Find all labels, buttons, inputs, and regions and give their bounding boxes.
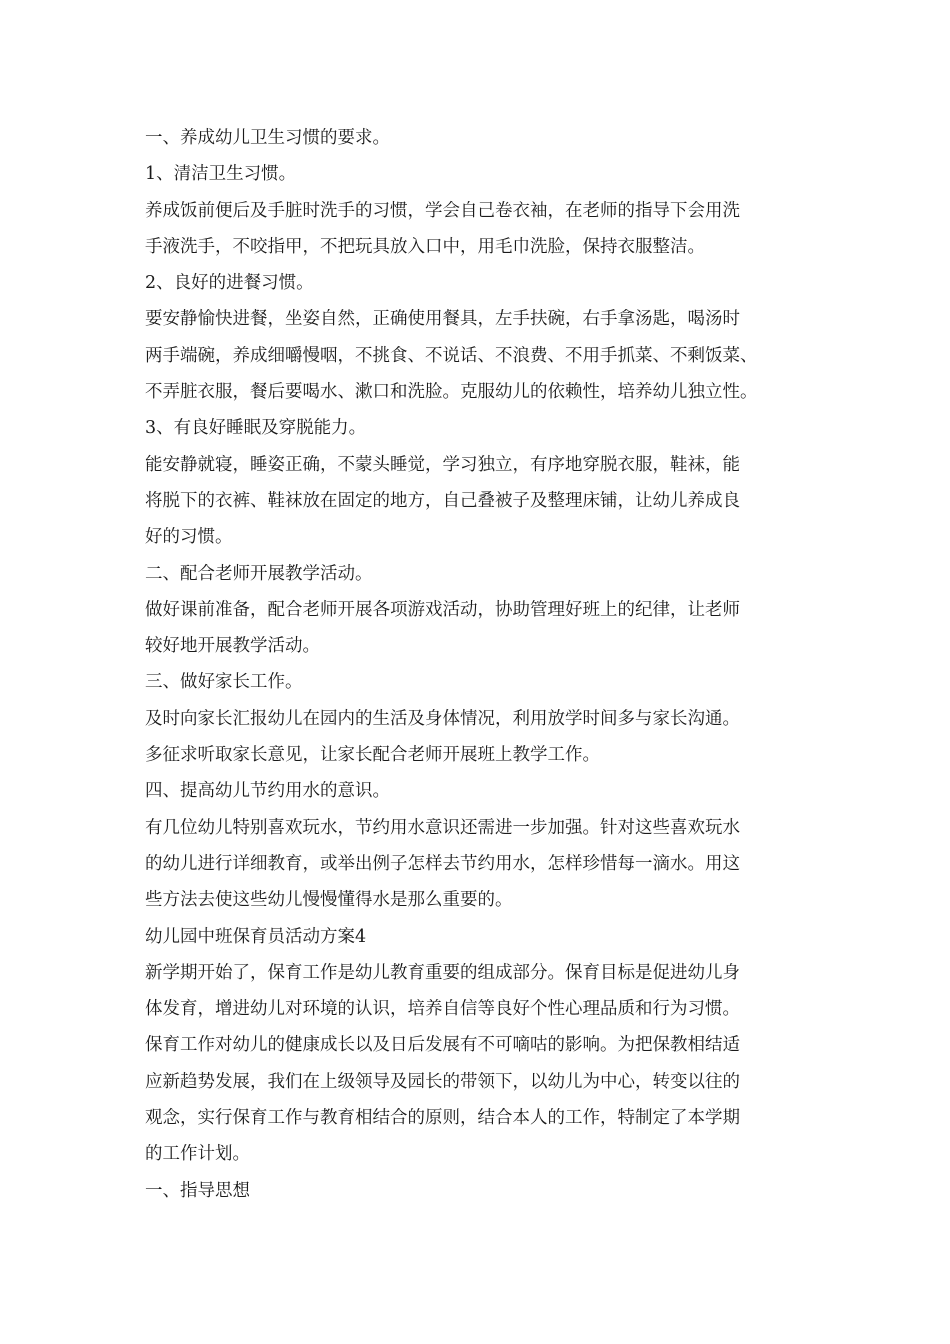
paragraph-line: 做好课前准备，配合老师开展各项游戏活动，协助管理好班上的纪律，让老师 <box>145 599 740 620</box>
section-heading-guiding-ideology: 一、指导思想 <box>145 1180 250 1201</box>
paragraph-line: 养成饭前便后及手脏时洗手的习惯，学会自己卷衣袖，在老师的指导下会用洗 <box>145 200 740 221</box>
section-heading-teaching: 二、配合老师开展教学活动。 <box>145 563 373 584</box>
paragraph-line: 新学期开始了，保育工作是幼儿教育重要的组成部分。保育目标是促进幼儿身 <box>145 962 740 983</box>
paragraph-line: 要安静愉快进餐，坐姿自然，正确使用餐具，左手扶碗，右手拿汤匙，喝汤时 <box>145 309 740 330</box>
paragraph-line: 应新趋势发展，我们在上级领导及园长的带领下，以幼儿为中心，转变以往的 <box>145 1071 740 1092</box>
paragraph-line: 不弄脏衣服，餐后要喝水、漱口和洗脸。克服幼儿的依赖性，培养幼儿独立性。 <box>145 382 758 403</box>
paragraph-line: 的幼儿进行详细教育，或举出例子怎样去节约用水，怎样珍惜每一滴水。用这 <box>145 853 740 874</box>
plan-title: 幼儿园中班保育员活动方案4 <box>145 926 367 947</box>
paragraph-line: 较好地开展教学活动。 <box>145 636 320 657</box>
paragraph-line: 及时向家长汇报幼儿在园内的生活及身体情况，利用放学时间多与家长沟通。 <box>145 708 740 729</box>
subheading-sleep: 3、有良好睡眠及穿脱能力。 <box>145 418 367 439</box>
paragraph-line: 将脱下的衣裤、鞋袜放在固定的地方，自己叠被子及整理床铺，让幼儿养成良 <box>145 490 740 511</box>
paragraph-line: 些方法去使这些幼儿慢慢懂得水是那么重要的。 <box>145 890 513 911</box>
document-body <box>145 120 820 1209</box>
section-heading-water: 四、提高幼儿节约用水的意识。 <box>145 781 390 802</box>
subheading-cleanliness: 1、清洁卫生习惯。 <box>145 164 297 185</box>
paragraph-line: 有几位幼儿特别喜欢玩水，节约用水意识还需进一步加强。针对这些喜欢玩水 <box>145 817 740 838</box>
paragraph-line: 能安静就寝，睡姿正确，不蒙头睡觉，学习独立，有序地穿脱衣服，鞋袜，能 <box>145 454 740 475</box>
paragraph-line: 观念，实行保育工作与教育相结合的原则，结合本人的工作，特制定了本学期 <box>145 1108 740 1129</box>
paragraph-line: 多征求听取家长意见，让家长配合老师开展班上教学工作。 <box>145 745 600 766</box>
paragraph-line: 体发育，增进幼儿对环境的认识，培养自信等良好个性心理品质和行为习惯。 <box>145 999 740 1020</box>
section-heading-parents: 三、做好家长工作。 <box>145 672 303 693</box>
subheading-dining: 2、良好的进餐习惯。 <box>145 273 314 294</box>
paragraph-line: 的工作计划。 <box>145 1144 250 1165</box>
paragraph-line: 好的习惯。 <box>145 527 233 548</box>
paragraph-line: 手液洗手，不咬指甲，不把玩具放入口中，用毛巾洗脸，保持衣服整洁。 <box>145 236 705 257</box>
section-heading-hygiene: 一、养成幼儿卫生习惯的要求。 <box>145 128 390 148</box>
paragraph-line: 两手端碗，养成细嚼慢咽，不挑食、不说话、不浪费、不用手抓菜、不剩饭菜、 <box>145 345 758 366</box>
paragraph-line: 保育工作对幼儿的健康成长以及日后发展有不可嘀咕的影响。为把保教相结适 <box>145 1035 740 1056</box>
